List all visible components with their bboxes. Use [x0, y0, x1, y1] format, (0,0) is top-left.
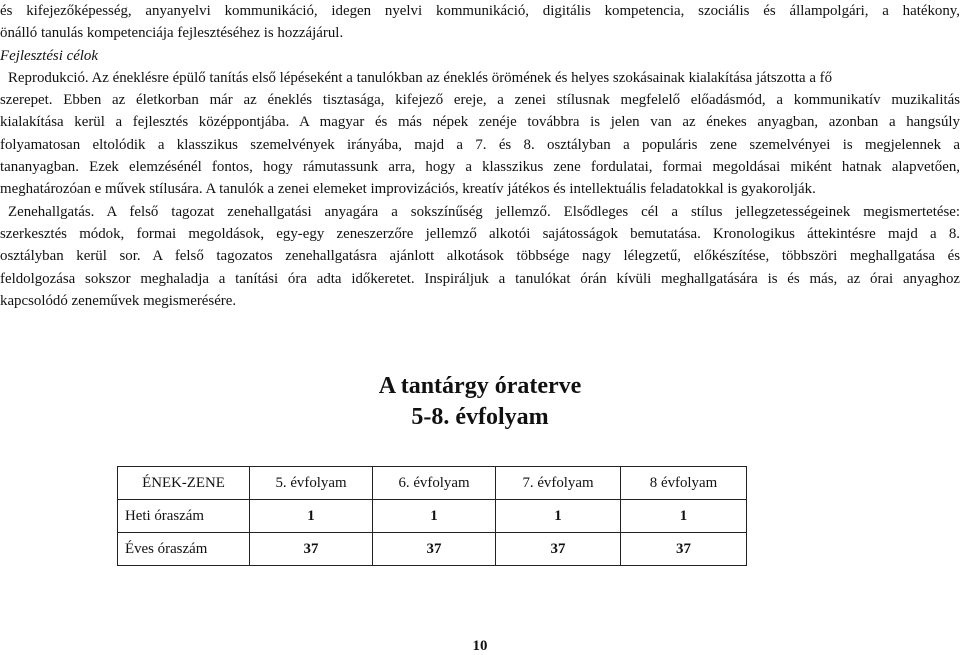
text-line: szerepet. Ebben az életkorban már az éneklés tisztasága, kifejező ereje, a zenei stílusnak megfelelő előadásmód, a kommunikatív muzikalitás: [0, 92, 960, 109]
table-header-cell: 6. évfolyam: [373, 467, 496, 500]
text-line: feldolgozása sokszor meghaladja a tanítási óra adta időkeretet. Inspiráljuk a tanulókat órán kívüli meghallgatására is és más, az órai anyaghoz: [0, 270, 960, 287]
plan-subtitle: 5-8. évfolyam: [411, 404, 549, 430]
table-header-cell: ÉNEK-ZENE: [118, 467, 250, 500]
text-line: meghatározóan e művek stílusára. A tanulók a zenei elemeket improvizációs, kreatív játékos és intellektuális feladatokkal is gyakorolják.: [0, 181, 816, 198]
body-text: [0, 0, 960, 312]
text-line: osztályban kerül sor. A felső tagozatos zenehallgatásra ajánlott alkotások többsége nagy lélegzetű, előkészítése, többszöri meghallgatása és: [0, 248, 960, 265]
text-line: Reprodukció. Az éneklésre épülő tanítás első lépéseként a tanulókban az éneklés örömének és helyes szokásainak kialakítása játszotta a fő: [8, 69, 833, 86]
text-line: folyamatosan eltolódik a klasszikus szemelvények irányába, majd a 7. és 8. osztályban a populáris zene szemelvényei is megjelennek a: [0, 136, 960, 153]
plan-title: A tantárgy óraterve: [378, 373, 582, 399]
table-header-cell: 7. évfolyam: [496, 467, 621, 500]
schedule-table: [117, 466, 747, 566]
table-cell: 37: [621, 533, 747, 566]
table-cell: 37: [496, 533, 621, 566]
table-cell: 1: [621, 500, 747, 533]
text-line: tananyagban. Ezek elemzésénél fontos, hogy rámutassunk arra, hogy a klasszikus zene fordulatai, formai megoldásai miként hatnak alapvetően,: [0, 159, 960, 176]
table-header-cell: 5. évfolyam: [250, 467, 373, 500]
table-header-cell: 8 évfolyam: [621, 467, 747, 500]
table-row: [118, 500, 747, 533]
page-number: 10: [472, 638, 488, 654]
text-line: kialakítása kerül a fejlesztés középpontjába. A magyar és más népek zenéje továbbra is jelen van az énekes anyagban, azonban a hangsúly: [0, 114, 960, 131]
table-cell: 37: [373, 533, 496, 566]
table-header-row: [118, 467, 747, 500]
text-line: és kifejezőképesség, anyanyelvi kommunikáció, idegen nyelvi kommunikáció, digitális kompetencia, szociális és állampolgári, a hatékony,: [0, 3, 960, 19]
table-cell: 1: [250, 500, 373, 533]
table-cell: 37: [250, 533, 373, 566]
text-line: Zenehallgatás. A felső tagozat zenehallgatási anyagára a sokszínűség jellemző. Elsődleges cél a stílus jellegzetességeinek megismertetése:: [8, 203, 960, 220]
table-row-label: Éves óraszám: [118, 533, 250, 566]
text-line: szerkesztés módok, formai megoldások, egy-egy zeneszerzőre jellemző alkotói sajátosságok bemutatása. Kronologikus áttekintésre majd a 8.: [0, 225, 960, 242]
table-cell: 1: [496, 500, 621, 533]
table-cell: 1: [373, 500, 496, 533]
text-line: önálló tanulás kompetenciája fejlesztéséhez is hozzájárul.: [0, 25, 344, 42]
table-row: [118, 533, 747, 566]
section-heading: Fejlesztési célok: [0, 47, 98, 64]
table-row-label: Heti óraszám: [118, 500, 250, 533]
text-line: kapcsolódó zeneművek megismerésére.: [0, 292, 237, 309]
